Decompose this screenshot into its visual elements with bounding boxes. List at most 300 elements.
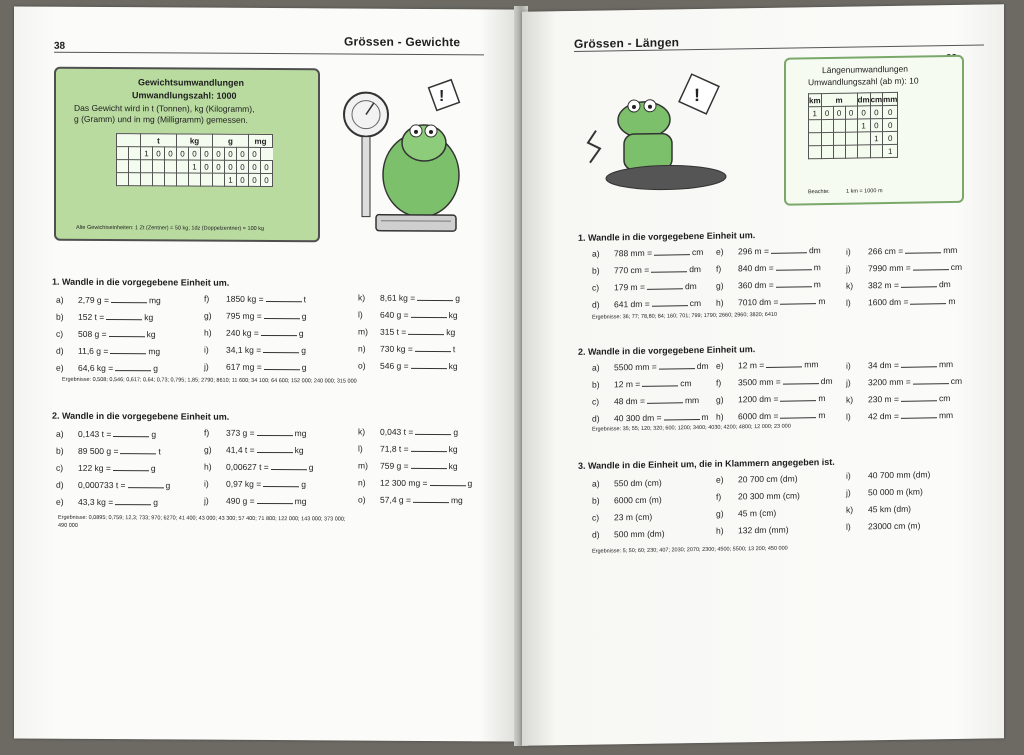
answer-blank[interactable] xyxy=(905,245,941,254)
item-unit: g xyxy=(153,363,158,374)
answer-blank[interactable] xyxy=(415,344,451,352)
item-unit: g xyxy=(301,362,307,373)
item-unit: g xyxy=(301,345,306,356)
answer-blank[interactable] xyxy=(263,479,299,487)
exercise-item xyxy=(358,495,463,506)
exercise-item xyxy=(592,478,662,489)
item-letter: j) xyxy=(846,487,851,498)
table-cell xyxy=(129,147,141,160)
item-unit: mm xyxy=(684,395,700,406)
item-unit: cm xyxy=(692,246,704,258)
exercise-item xyxy=(204,479,306,490)
item-unit: g xyxy=(453,427,459,438)
answer-blank[interactable] xyxy=(411,461,447,469)
item-question: 0,00627 t = xyxy=(226,461,269,473)
item-unit: m xyxy=(818,410,826,421)
item-question: 315 t = xyxy=(380,326,407,337)
answer-blank[interactable] xyxy=(111,295,147,303)
lengths-exercise-1-title: 1. Wandle in die vorgegebene Einheit um. xyxy=(578,230,756,243)
answer-blank[interactable] xyxy=(264,362,300,370)
item-question: 89 500 g = xyxy=(78,445,119,457)
exercise-item xyxy=(846,469,930,480)
item-unit: cm xyxy=(938,393,951,404)
table-cell: 1 xyxy=(141,147,153,160)
table-cell xyxy=(845,132,857,145)
answer-blank[interactable] xyxy=(780,393,816,402)
exercise-item xyxy=(56,497,158,508)
weight-info-box xyxy=(54,67,320,243)
item-unit: g xyxy=(301,479,306,490)
item-letter: n) xyxy=(358,477,366,488)
item-unit: kg xyxy=(448,444,458,455)
item-letter: c) xyxy=(56,462,64,473)
length-info-box xyxy=(784,55,964,206)
answer-blank[interactable] xyxy=(106,312,142,320)
table-cell xyxy=(141,173,153,186)
answer-blank[interactable] xyxy=(113,463,149,471)
exercise-item xyxy=(592,529,665,540)
item-question: 1600 dm = xyxy=(868,296,909,308)
item-letter: k) xyxy=(358,426,366,437)
answer-blank[interactable] xyxy=(257,445,293,453)
item-letter: b) xyxy=(592,265,600,276)
answer-blank[interactable] xyxy=(654,247,690,256)
exercise-item xyxy=(846,376,962,388)
table-cell: 0 xyxy=(249,147,261,160)
item-letter: h) xyxy=(204,327,212,338)
answer-blank[interactable] xyxy=(120,446,156,454)
table-cell xyxy=(165,173,177,186)
item-question: 0,97 kg = xyxy=(226,478,262,489)
item-letter: b) xyxy=(592,495,600,506)
table-cell xyxy=(117,160,129,173)
item-question: 266 cm = xyxy=(868,245,904,257)
exercise-item xyxy=(56,429,156,440)
item-letter: i) xyxy=(846,360,851,371)
weights-exercise-1-title: 1. Wandle in die vorgegebene Einheit um. xyxy=(52,276,230,288)
item-letter: e) xyxy=(56,362,64,373)
table-cell: 0 xyxy=(845,106,857,119)
exercise-item xyxy=(716,296,826,308)
table-cell xyxy=(845,145,857,158)
item-letter: b) xyxy=(56,311,64,322)
answer-blank[interactable] xyxy=(776,279,812,288)
item-unit: g xyxy=(301,311,307,322)
item-question: 64,6 kg = xyxy=(78,362,114,374)
table-header-km: km xyxy=(809,94,822,107)
item-letter: c) xyxy=(592,512,600,523)
item-unit: dm xyxy=(820,375,833,387)
table-cell: 0 xyxy=(833,106,845,119)
length-info-subtitle: Umwandlungszahl (ab m): 10 xyxy=(808,75,919,88)
table-cell: 0 xyxy=(261,173,273,186)
item-question: 240 kg = xyxy=(226,327,259,338)
item-letter: c) xyxy=(56,328,64,339)
item-question: 23000 cm (m) xyxy=(868,520,921,532)
exercise-item xyxy=(56,480,170,491)
item-question: 546 g = xyxy=(380,360,409,371)
weights-exercise-2-results-1: Ergebnisse: 0,0895; 0,759; 12,3; 733; 970; 6270; 41 400; 43 000; 43 300; 57 400; 71 800; 122 000; 143 000; 373 000; xyxy=(58,514,346,523)
table-cell xyxy=(117,147,129,160)
item-letter: k) xyxy=(846,394,854,405)
answer-blank[interactable] xyxy=(430,478,466,486)
exercise-item xyxy=(846,245,957,257)
item-question: 296 m = xyxy=(738,245,769,257)
answer-blank[interactable] xyxy=(261,328,297,336)
item-question: 788 mm = xyxy=(614,247,653,259)
table-header-t: t xyxy=(141,134,177,147)
table-cell: 0 xyxy=(883,131,898,144)
answer-blank[interactable] xyxy=(901,410,937,419)
item-question: 840 dm = xyxy=(738,262,774,274)
item-unit: cm xyxy=(680,378,692,389)
exercise-item xyxy=(716,245,821,257)
item-letter: f) xyxy=(716,377,722,388)
exercise-item xyxy=(592,298,701,310)
item-letter: a) xyxy=(56,294,64,305)
exercise-item xyxy=(846,393,950,405)
exercise-item xyxy=(204,445,304,456)
item-question: 20 700 cm (dm) xyxy=(738,473,798,485)
answer-blank[interactable] xyxy=(113,429,149,437)
item-question: 617 mg = xyxy=(226,361,262,372)
exercise-item xyxy=(846,279,951,291)
exercise-item xyxy=(56,446,161,457)
item-letter: c) xyxy=(592,396,600,407)
item-question: 7010 dm = xyxy=(738,296,779,308)
length-note-label: Beachte: xyxy=(808,188,830,196)
item-unit: m xyxy=(813,262,821,273)
table-cell xyxy=(141,160,153,173)
table-cell xyxy=(213,173,225,186)
item-letter: d) xyxy=(56,479,64,490)
answer-blank[interactable] xyxy=(264,311,300,319)
exercise-item xyxy=(358,427,458,438)
item-unit: mg xyxy=(450,495,463,506)
answer-blank[interactable] xyxy=(780,296,816,305)
answer-blank[interactable] xyxy=(651,264,687,273)
item-letter: g) xyxy=(204,444,212,455)
item-question: 152 t = xyxy=(78,311,105,323)
item-unit: g xyxy=(165,480,171,491)
item-unit: mg xyxy=(148,295,161,306)
frog-scale-illustration xyxy=(336,64,486,245)
item-unit: dm xyxy=(696,360,709,372)
table-cell xyxy=(809,133,822,146)
exercise-item xyxy=(204,362,306,373)
answer-blank[interactable] xyxy=(913,376,949,385)
item-unit: kg xyxy=(294,445,304,456)
item-letter: a) xyxy=(592,362,600,373)
answer-blank[interactable] xyxy=(664,412,700,421)
exercise-item xyxy=(358,293,460,304)
table-header-cm: cm xyxy=(870,93,883,106)
answer-blank[interactable] xyxy=(771,245,807,254)
table-cell xyxy=(809,146,822,159)
exercise-item xyxy=(592,378,692,390)
answer-blank[interactable] xyxy=(642,378,678,387)
item-letter: a) xyxy=(592,478,600,489)
item-letter: g) xyxy=(716,280,724,291)
item-unit: m xyxy=(813,279,821,290)
lengths-exercise-2-title: 2. Wandle in die vorgegebene Einheit um. xyxy=(578,344,756,357)
item-unit: t xyxy=(303,294,306,305)
item-question: 550 dm (cm) xyxy=(614,477,662,489)
answer-blank[interactable] xyxy=(652,298,688,307)
exercise-item xyxy=(716,410,826,422)
item-question: 230 m = xyxy=(868,393,899,405)
answer-blank[interactable] xyxy=(647,281,683,290)
exercise-item xyxy=(56,363,158,374)
weights-exercise-1-results: Ergebnisse: 0,508; 0,546; 0,617; 0,64; 0,73; 0,795; 1,85; 2790; 8610; 11 600; 34 100; 64 600; 152 000; 240 000; 315 000 xyxy=(62,376,357,385)
exercise-item xyxy=(716,359,818,371)
exercise-item xyxy=(204,294,306,305)
table-cell: 0 xyxy=(870,106,883,119)
item-letter: f) xyxy=(204,427,210,438)
answer-blank[interactable] xyxy=(910,296,946,305)
table-cell xyxy=(153,160,165,173)
answer-blank[interactable] xyxy=(115,363,151,371)
weight-info-title: Gewichtsumwandlungen xyxy=(138,77,245,88)
item-unit: dm xyxy=(938,279,951,290)
table-cell xyxy=(177,160,189,173)
answer-blank[interactable] xyxy=(901,359,937,368)
item-question: 45 m (cm) xyxy=(738,507,777,519)
item-letter: e) xyxy=(56,496,64,507)
exercise-item xyxy=(56,312,153,323)
item-unit: dm xyxy=(689,263,702,275)
item-letter: f) xyxy=(716,491,722,502)
exercise-item xyxy=(204,496,306,507)
exercise-item xyxy=(56,295,161,306)
answer-blank[interactable] xyxy=(128,480,164,488)
table-cell: 0 xyxy=(165,147,177,160)
item-unit: mm xyxy=(804,359,819,370)
item-question: 50 000 m (km) xyxy=(868,486,923,498)
table-header-mm: mm xyxy=(883,92,898,105)
item-letter: e) xyxy=(716,360,724,371)
right-page xyxy=(522,4,1004,746)
answer-blank[interactable] xyxy=(417,293,453,301)
item-question: 795 mg = xyxy=(226,310,262,321)
item-unit: g xyxy=(308,462,314,473)
exercise-item xyxy=(846,359,953,371)
answer-blank[interactable] xyxy=(263,345,299,353)
item-unit: m xyxy=(701,411,709,422)
table-cell xyxy=(177,173,189,186)
answer-blank[interactable] xyxy=(271,462,307,470)
item-question: 71,8 t = xyxy=(380,443,409,454)
table-cell xyxy=(821,145,833,158)
item-question: 1200 dm = xyxy=(738,393,779,405)
weights-exercise-2-title: 2. Wandle in die vorgegebene Einheit um. xyxy=(52,410,230,422)
table-cell: 0 xyxy=(261,160,273,173)
table-cell xyxy=(129,173,141,186)
item-unit: kg xyxy=(146,329,156,340)
item-letter: k) xyxy=(846,504,854,515)
item-letter: i) xyxy=(846,246,851,257)
item-question: 34 dm = xyxy=(868,359,899,371)
item-unit: mm xyxy=(943,244,958,256)
item-question: 34,1 kg = xyxy=(226,344,262,355)
item-letter: g) xyxy=(716,508,724,519)
weight-info-subtitle: Umwandlungszahl: 1000 xyxy=(132,90,237,101)
table-cell: 1 xyxy=(870,132,883,145)
table-cell xyxy=(201,173,213,186)
answer-blank[interactable] xyxy=(415,427,451,435)
item-question: 1850 kg = xyxy=(226,293,264,304)
answer-blank[interactable] xyxy=(411,361,447,369)
answer-blank[interactable] xyxy=(257,428,293,436)
item-letter: h) xyxy=(716,297,724,308)
item-question: 6000 dm = xyxy=(738,410,779,422)
answer-blank[interactable] xyxy=(110,346,146,354)
table-cell xyxy=(117,173,129,186)
item-letter: a) xyxy=(56,428,64,439)
item-letter: i) xyxy=(204,478,209,489)
table-cell: 0 xyxy=(201,160,213,173)
exercise-item xyxy=(716,525,789,536)
table-cell xyxy=(833,132,845,145)
answer-blank[interactable] xyxy=(115,497,151,505)
answer-blank[interactable] xyxy=(776,262,812,271)
table-header-m: m xyxy=(821,93,857,107)
item-question: 2,79 g = xyxy=(78,294,109,306)
item-question: 5500 mm = xyxy=(614,361,657,373)
item-question: 360 dm = xyxy=(738,279,774,291)
exercise-item xyxy=(56,463,156,474)
item-question: 42 dm = xyxy=(868,410,899,422)
answer-blank[interactable] xyxy=(913,262,949,271)
item-unit: m xyxy=(818,393,826,404)
answer-blank[interactable] xyxy=(659,361,695,370)
answer-blank[interactable] xyxy=(266,294,302,302)
answer-blank[interactable] xyxy=(766,359,802,368)
table-cell: 0 xyxy=(225,147,237,160)
right-page-header: Grössen - Längen xyxy=(574,35,680,51)
item-letter: k) xyxy=(358,292,366,303)
exercise-item xyxy=(716,473,798,484)
table-cell: 0 xyxy=(857,106,870,119)
item-letter: e) xyxy=(716,474,724,485)
lengths-exercise-3-results: Ergebnisse: 5; 50; 60; 230; 407; 2030; 2070; 2300; 4500; 5500; 13 200; 450 000 xyxy=(592,545,788,555)
item-unit: m xyxy=(818,296,826,307)
exercise-item xyxy=(204,462,314,473)
table-cell: 0 xyxy=(213,160,225,173)
item-letter: d) xyxy=(592,413,600,424)
item-letter: m) xyxy=(358,326,368,337)
answer-blank[interactable] xyxy=(408,327,444,335)
item-question: 40 300 dm = xyxy=(614,412,662,424)
item-question: 45 km (dm) xyxy=(868,503,911,515)
item-question: 48 dm = xyxy=(614,395,645,407)
item-letter: f) xyxy=(716,263,722,274)
svg-text:!: ! xyxy=(439,88,445,106)
table-cell: 1 xyxy=(857,119,870,132)
item-letter: b) xyxy=(56,445,64,456)
item-letter: g) xyxy=(204,310,212,321)
item-question: 43,3 kg = xyxy=(78,496,114,508)
left-page xyxy=(14,6,520,741)
exercise-item xyxy=(716,376,833,388)
weight-conversion-table xyxy=(116,133,273,187)
header-rule-left xyxy=(54,52,484,56)
answer-blank[interactable] xyxy=(411,310,447,318)
item-letter: d) xyxy=(592,299,600,310)
item-unit: dm xyxy=(684,281,697,292)
answer-blank[interactable] xyxy=(109,329,145,337)
item-unit: m xyxy=(948,295,956,307)
item-unit: mg xyxy=(294,428,307,439)
exercise-item xyxy=(358,361,458,372)
answer-blank[interactable] xyxy=(783,376,819,385)
exercise-item xyxy=(846,504,911,515)
item-letter: d) xyxy=(56,345,64,356)
svg-text:!: ! xyxy=(694,84,700,106)
item-question: 508 g = xyxy=(78,328,107,340)
item-unit: kg xyxy=(144,312,154,323)
item-question: 640 g = xyxy=(380,309,409,320)
left-page-header: Grössen - Gewichte xyxy=(344,34,461,50)
item-letter: j) xyxy=(846,263,851,274)
answer-blank[interactable] xyxy=(780,410,816,419)
exercise-item xyxy=(592,412,709,424)
answer-blank[interactable] xyxy=(413,495,449,503)
item-question: 132 dm (mm) xyxy=(738,524,789,536)
item-question: 382 m = xyxy=(868,279,899,291)
table-cell xyxy=(153,173,165,186)
item-unit: dm xyxy=(808,245,821,256)
table-header-g: g xyxy=(213,134,249,147)
table-cell: 0 xyxy=(225,160,237,173)
answer-blank[interactable] xyxy=(901,393,937,402)
frog-sign-illustration xyxy=(586,68,746,201)
item-question: 11,6 g = xyxy=(78,345,109,357)
item-question: 759 g = xyxy=(380,460,409,471)
answer-blank[interactable] xyxy=(411,444,447,452)
exercise-item xyxy=(716,279,821,291)
item-letter: b) xyxy=(592,379,600,390)
item-letter: l) xyxy=(358,309,363,320)
item-letter: o) xyxy=(358,494,366,505)
item-letter: f) xyxy=(204,293,210,304)
item-letter: o) xyxy=(358,360,366,371)
answer-blank[interactable] xyxy=(647,395,683,404)
item-question: 641 dm = xyxy=(614,298,650,310)
item-question: 730 kg = xyxy=(380,343,413,354)
item-letter: l) xyxy=(358,443,363,454)
item-letter: n) xyxy=(358,343,366,354)
item-question: 20 300 mm (cm) xyxy=(738,490,800,502)
answer-blank[interactable] xyxy=(257,496,293,504)
answer-blank[interactable] xyxy=(901,279,937,288)
item-unit: cm xyxy=(689,297,702,309)
item-question: 23 m (cm) xyxy=(614,511,653,523)
item-question: 500 mm (dm) xyxy=(614,528,665,540)
item-letter: j) xyxy=(204,361,209,372)
item-unit: g xyxy=(150,463,156,474)
item-letter: g) xyxy=(716,394,724,405)
item-letter: k) xyxy=(846,280,854,291)
item-unit: mm xyxy=(938,359,954,370)
table-cell xyxy=(165,160,177,173)
table-cell xyxy=(189,173,201,186)
item-unit: cm xyxy=(950,375,963,387)
exercise-item xyxy=(204,311,306,322)
exercise-item xyxy=(358,478,472,489)
item-question: 12 m = xyxy=(738,359,765,371)
item-unit: t xyxy=(452,344,456,355)
